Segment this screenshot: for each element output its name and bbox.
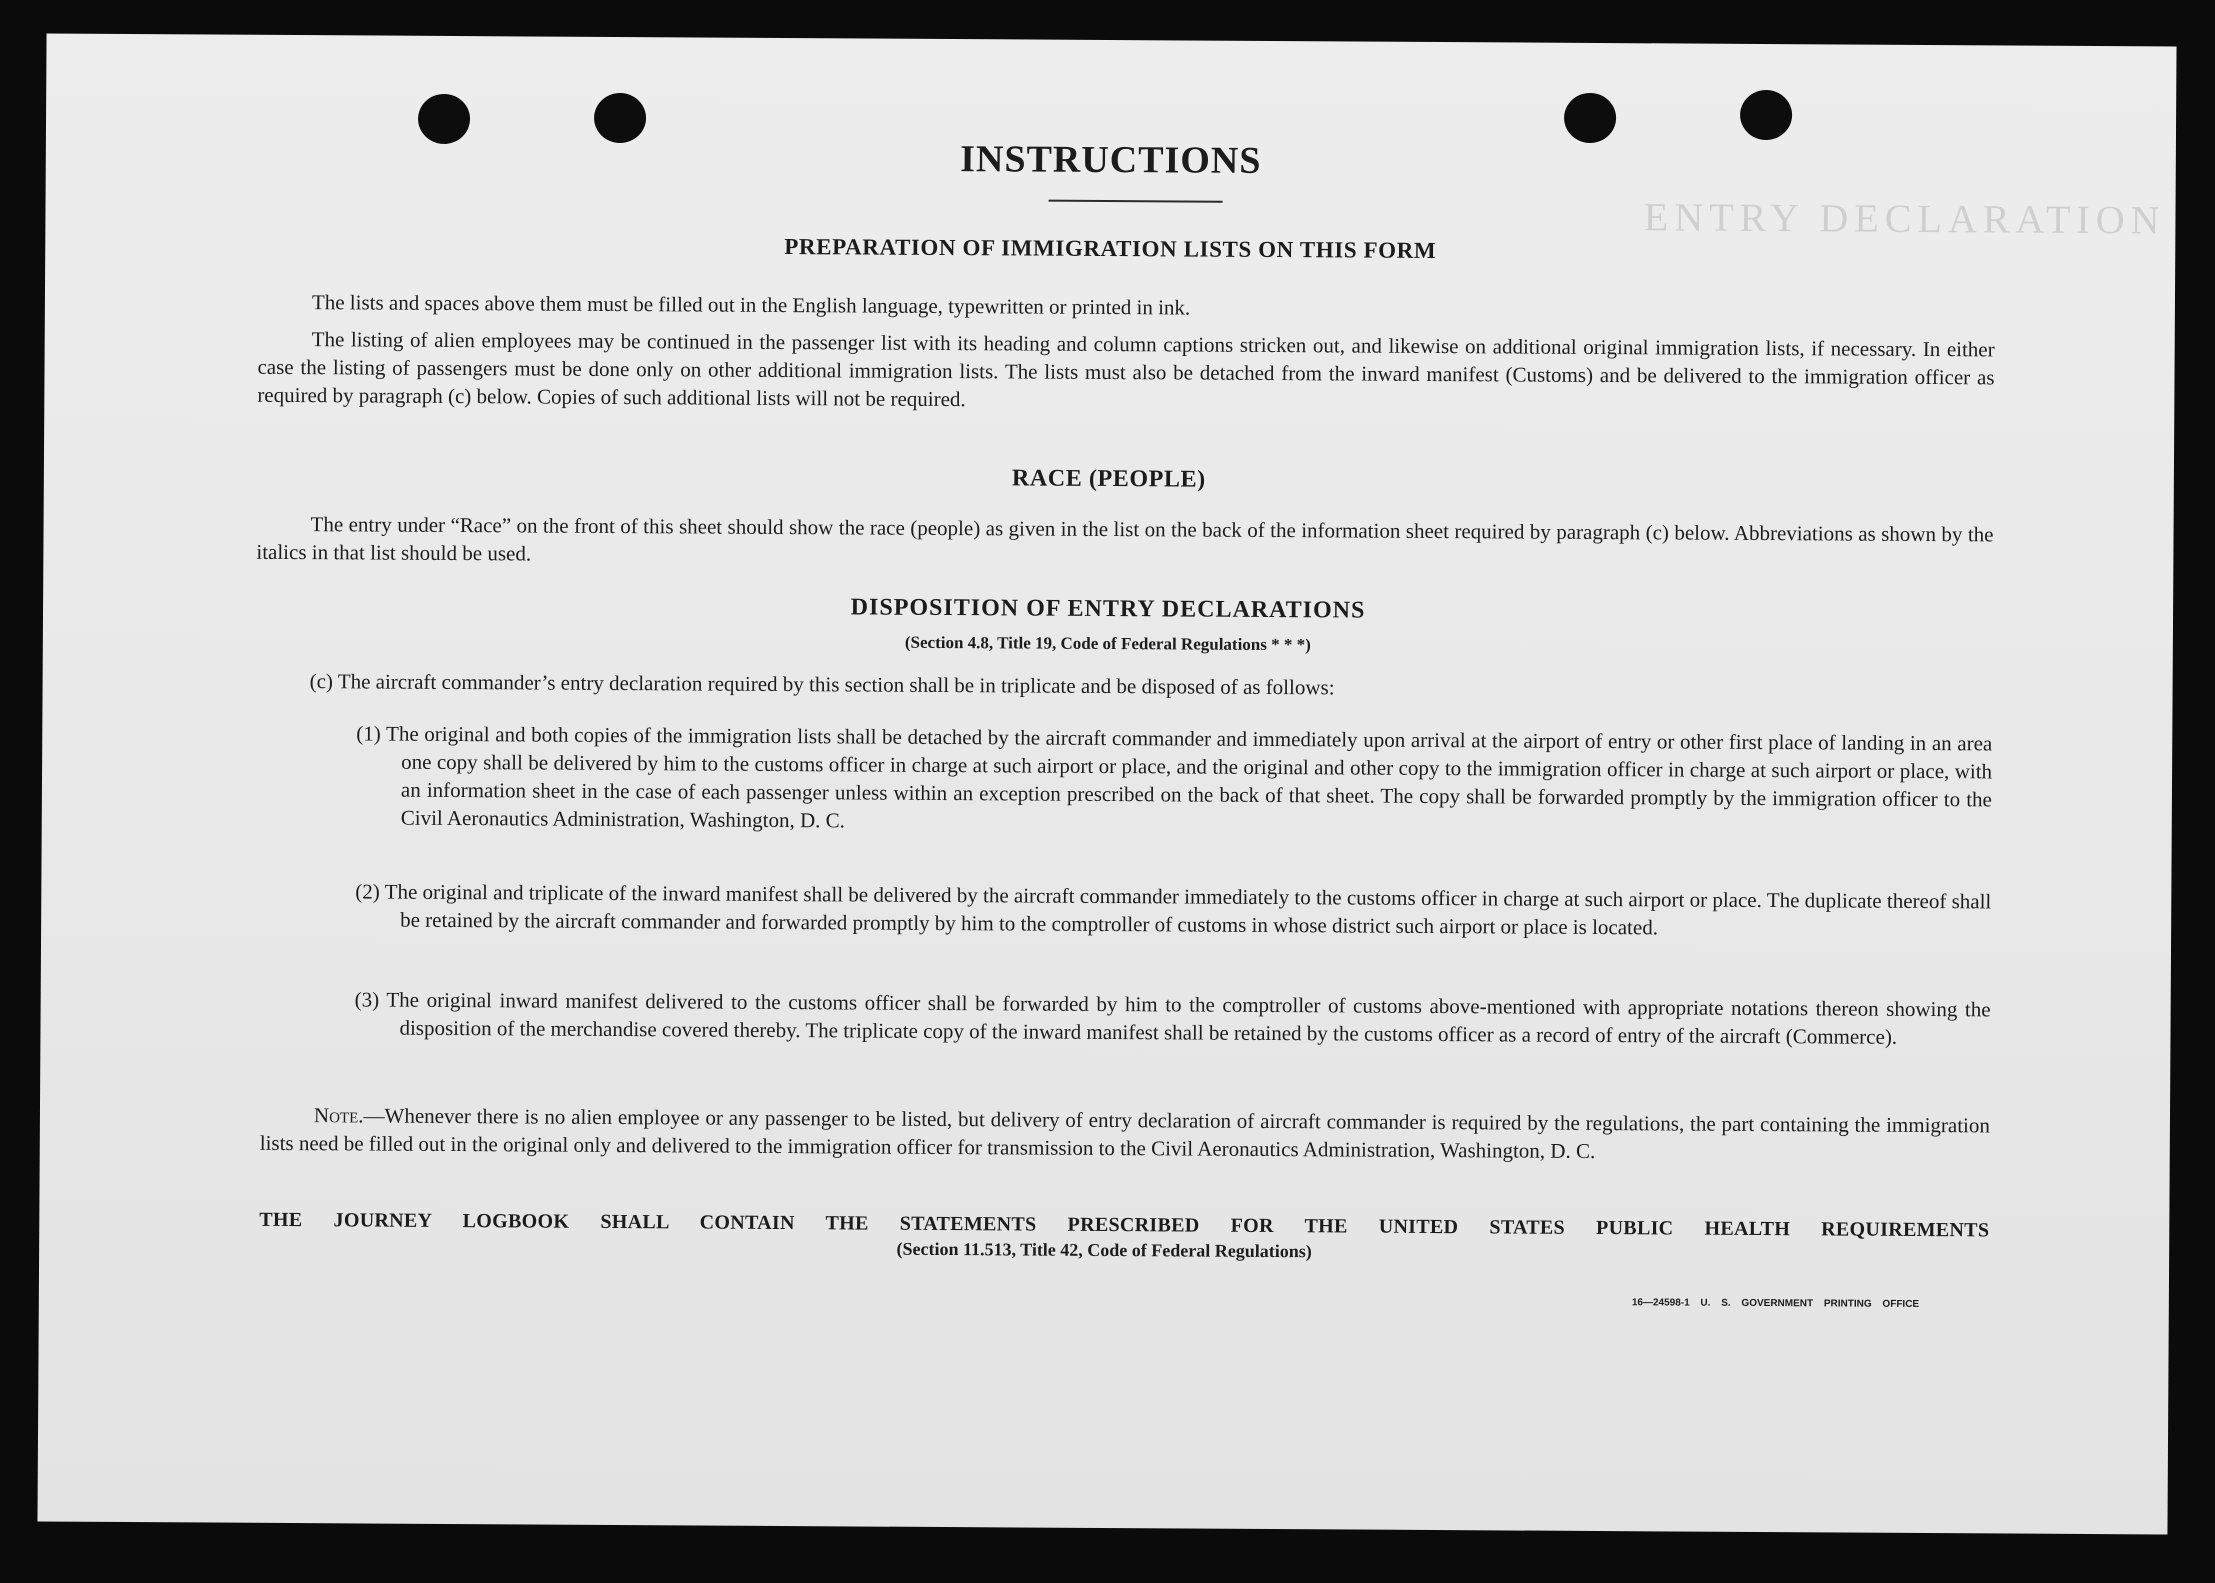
preparation-paragraph-2: The listing of alien employees may be continued in the passenger list with its heading and column captions stricken out, and likewise on additional original immigration lists, if necessary. In either case the listing of passengers must be done only on other additional immigration lists. The lists must also be detached from the inward manifest (Customs) and be delivered to the immigration officer as required by paragraph (c) below. Copies of such additional lists will not be required. [257,327,1995,412]
disposition-section-ref: (Section 4.8, Title 19, Code of Federal Regulations * * *) [904,632,1311,655]
race-heading: RACE (PEOPLE) [1011,465,1206,493]
punch-hole [1564,93,1616,143]
journey-section-ref: (Section 11.513, Title 42, Code of Federal Regulations) [896,1238,1312,1262]
printer-imprint: 16—24598-1 U. S. GOVERNMENT PRINTING OFFICE [1631,1297,1920,1310]
page-title: INSTRUCTIONS [960,138,1262,182]
note-text: —Whenever there is no alien employee or any passenger to be listed, but delivery of entry declaration of aircraft commander is required by the regulations, the part containing the immigration lists need be filled out in the original only and delivered to the immigration officer for transmission to the Civil Aeronautics Administration, Washington, D. C. [259,1103,1991,1163]
punch-hole [1740,90,1792,140]
preparation-paragraph-1: The lists and spaces above them must be filled out in the English language, typewritten or printed in ink. [311,290,1191,320]
note-label: Note. [313,1103,364,1128]
disposition-item-2: (2) The original and triplicate of the inward manifest shall be delivered by the aircraft commander immediately to the customs officer in charge at such airport or place. The duplicate thereof shall be retained by the aircraft commander and forwarded promptly by him to the comptroller of customs in whose district such airport or place is located. [355,879,1992,940]
title-rule [1049,200,1223,203]
disposition-item-1: (1) The original and both copies of the immigration lists shall be detached by the aircraft commander and immediately upon arrival at the airport of entry or other first place of landing in an area one copy shall be delivered by him to the customs officer in charge at such airport or place, and the original and other copy to the immigration officer in charge at such airport or place, with an information sheet in the case of each passenger unless within an exception prescribed on the back of that sheet. The copy shall be forwarded promptly by the immigration officer to the Civil Aeronautics Administration, Washington, D. C. [356,721,1993,833]
note-paragraph [260,1101,1990,1168]
document-sheet [37,34,2176,1535]
bleed-through-text: ENTRY DECLARATION [1643,194,2166,243]
disposition-item-3: (3) The original inward manifest delivered to the customs officer shall be forwarded by him to the comptroller of customs above-mentioned with appropriate notations thereon showing the disposition of the merchandise covered thereby. The triplicate copy of the inward manifest shall be retained by the customs officer as a record of entry of the aircraft (Commerce). [354,987,1991,1049]
disposition-heading: DISPOSITION OF ENTRY DECLARATIONS [850,594,1366,624]
disposition-paragraph-c: (c) The aircraft commander’s entry declaration required by this section shall be in triplicate and be disposed of as follows: [309,669,1335,700]
race-paragraph: The entry under “Race” on the front of this sheet should show the race (people) as given in the list on the back of the information sheet required by paragraph (c) below. Abbreviations as shown by the italics in that list should be used. [256,512,1994,566]
preparation-heading: PREPARATION OF IMMIGRATION LISTS ON THIS FORM [784,234,1437,264]
journey-logbook-statement: THE JOURNEY LOGBOOK SHALL CONTAIN THE STATEMENTS PRESCRIBED FOR THE UNITED STATES PUBLIC HEALTH REQUIREMENTS [259,1208,1990,1242]
